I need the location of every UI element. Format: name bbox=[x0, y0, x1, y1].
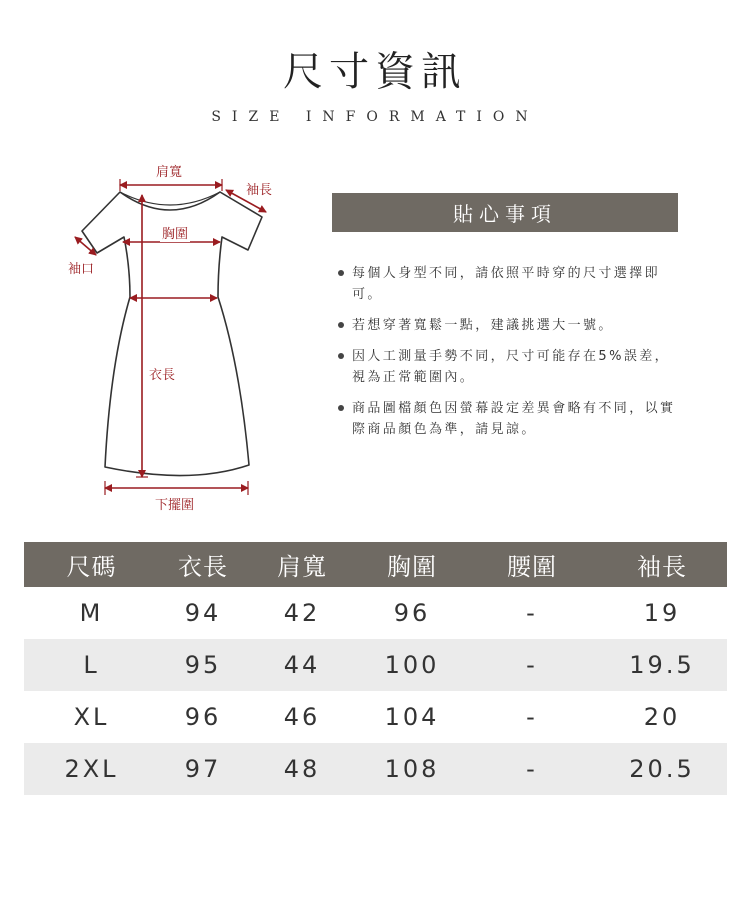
cell-chest: 104 bbox=[384, 703, 440, 731]
cuff-label: 袖口 bbox=[66, 258, 96, 277]
sleeve-label: 袖長 bbox=[244, 179, 274, 198]
note-item: 商品圖檔顏色因螢幕設定差異會略有不同，以實際商品顏色為準，請見諒。 bbox=[336, 398, 681, 440]
header-shoulder: 肩寬 bbox=[277, 553, 327, 581]
cell-size: M bbox=[79, 599, 104, 627]
header-sleeve: 袖長 bbox=[637, 553, 687, 581]
bullet-icon bbox=[338, 405, 344, 411]
length-label: 衣長 bbox=[147, 364, 177, 383]
dress-diagram bbox=[50, 155, 290, 520]
cell-length: 97 bbox=[184, 755, 222, 783]
header-waist: 腰圍 bbox=[507, 553, 557, 581]
size-table bbox=[24, 542, 727, 795]
cell-size: 2XL bbox=[64, 755, 119, 783]
note-item: 每個人身型不同，請依照平時穿的尺寸選擇即可。 bbox=[336, 263, 681, 305]
table-header-row bbox=[24, 542, 727, 587]
header-size: 尺碼 bbox=[66, 553, 117, 581]
bullet-icon bbox=[338, 353, 344, 359]
cell-shoulder: 44 bbox=[283, 651, 321, 679]
cell-waist: - bbox=[526, 651, 538, 679]
table-row bbox=[24, 691, 727, 743]
notes-list bbox=[336, 263, 681, 450]
cell-sleeve: 20.5 bbox=[629, 755, 695, 783]
header-length: 衣長 bbox=[178, 553, 228, 581]
cell-shoulder: 42 bbox=[283, 599, 321, 627]
chest-label: 胸圍 bbox=[160, 223, 190, 242]
cell-waist: - bbox=[526, 755, 538, 783]
cell-sleeve: 19 bbox=[643, 599, 681, 627]
hem-label: 下擺圍 bbox=[153, 494, 196, 513]
page-title: 尺寸資訊 bbox=[283, 49, 467, 95]
table-row bbox=[24, 587, 727, 639]
shoulder-label: 肩寬 bbox=[154, 161, 184, 180]
dress-outline-icon bbox=[50, 155, 290, 520]
cell-length: 95 bbox=[184, 651, 222, 679]
page-subtitle: SIZE INFORMATION bbox=[211, 109, 539, 125]
cell-length: 96 bbox=[184, 703, 222, 731]
bullet-icon bbox=[338, 270, 344, 276]
note-item: 因人工測量手勢不同，尺寸可能存在5%誤差，視為正常範圍內。 bbox=[336, 346, 681, 388]
cell-chest: 108 bbox=[384, 755, 440, 783]
cell-chest: 100 bbox=[384, 651, 440, 679]
table-row bbox=[24, 639, 727, 691]
cell-waist: - bbox=[526, 703, 538, 731]
cell-size: XL bbox=[73, 703, 110, 731]
note-item: 若想穿著寬鬆一點，建議挑選大一號。 bbox=[336, 315, 681, 336]
table-row bbox=[24, 743, 727, 795]
cell-sleeve: 19.5 bbox=[629, 651, 695, 679]
header-chest: 胸圍 bbox=[387, 553, 437, 581]
cell-shoulder: 46 bbox=[283, 703, 321, 731]
cell-waist: - bbox=[526, 599, 538, 627]
cell-sleeve: 20 bbox=[643, 703, 681, 731]
cell-size: L bbox=[83, 651, 100, 679]
cell-length: 94 bbox=[184, 599, 222, 627]
notes-title: 貼心事項 bbox=[332, 193, 678, 232]
cell-chest: 96 bbox=[393, 599, 431, 627]
bullet-icon bbox=[338, 322, 344, 328]
cell-shoulder: 48 bbox=[283, 755, 321, 783]
